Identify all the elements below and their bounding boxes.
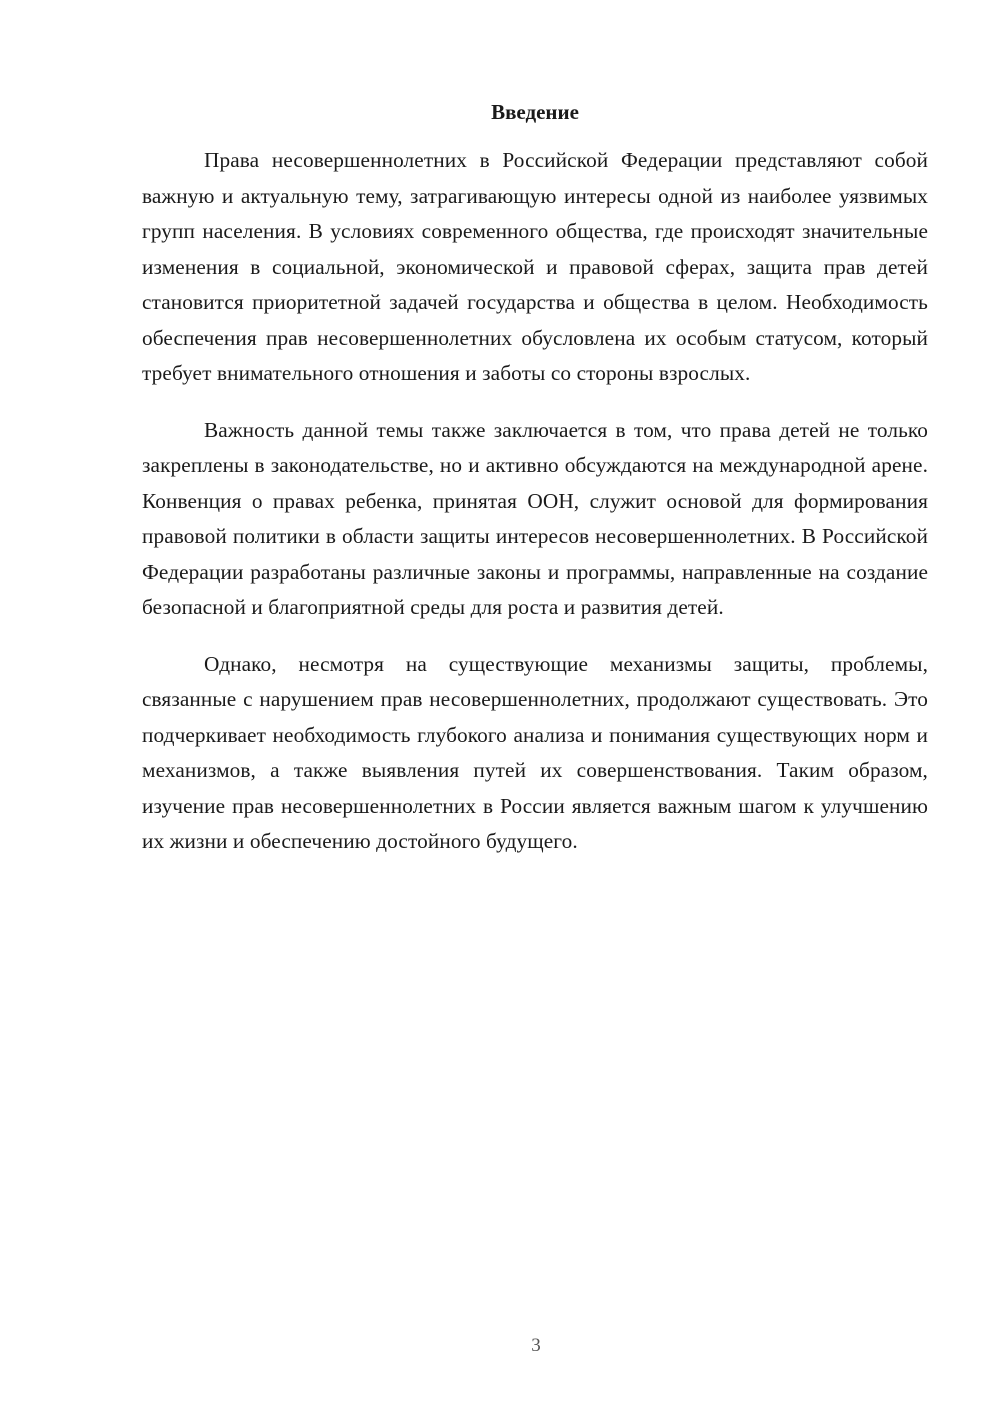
section-heading: Введение xyxy=(491,100,579,124)
paragraph-1: Права несовершеннолетних в Российской Федерации представляют собой важную и актуальную тему, затрагивающую интересы одной из наиболее уязвимых групп населения. В условиях современного общества, где происходят значительные изменения в социальной, экономической и правовой сферах, защита прав детей становится приоритетной задачей государства и общества в целом. Необходимость обеспечения прав несовершеннолетних обусловлена их особым статусом, который требует внимательного отношения и заботы со стороны взрослых. xyxy=(142,148,928,385)
page-number: 3 xyxy=(531,1335,541,1356)
paragraph-3: Однако, несмотря на существующие механизмы защиты, проблемы, связанные с нарушением прав несовершеннолетних, продолжают существовать. Это подчеркивает необходимость глубокого анализа и понимания существующих норм и механизмов, а также выявления путей их совершенствования. Таким образом, изучение прав несовершеннолетних в России является важным шагом к улучшению их жизни и обеспечению достойного будущего. xyxy=(142,651,928,853)
document-body xyxy=(142,143,928,860)
paragraph-2: Важность данной темы также заключается в том, что права детей не только закреплены в законодательстве, но и активно обсуждаются на международной арене. Конвенция о правах ребенка, принятая ООН, служит основой для формирования правовой политики в области защиты интересов несовершеннолетних. В Российской Федерации разработаны различные законы и программы, направленные на создание безопасной и благоприятной среды для роста и развития детей. xyxy=(142,417,928,619)
